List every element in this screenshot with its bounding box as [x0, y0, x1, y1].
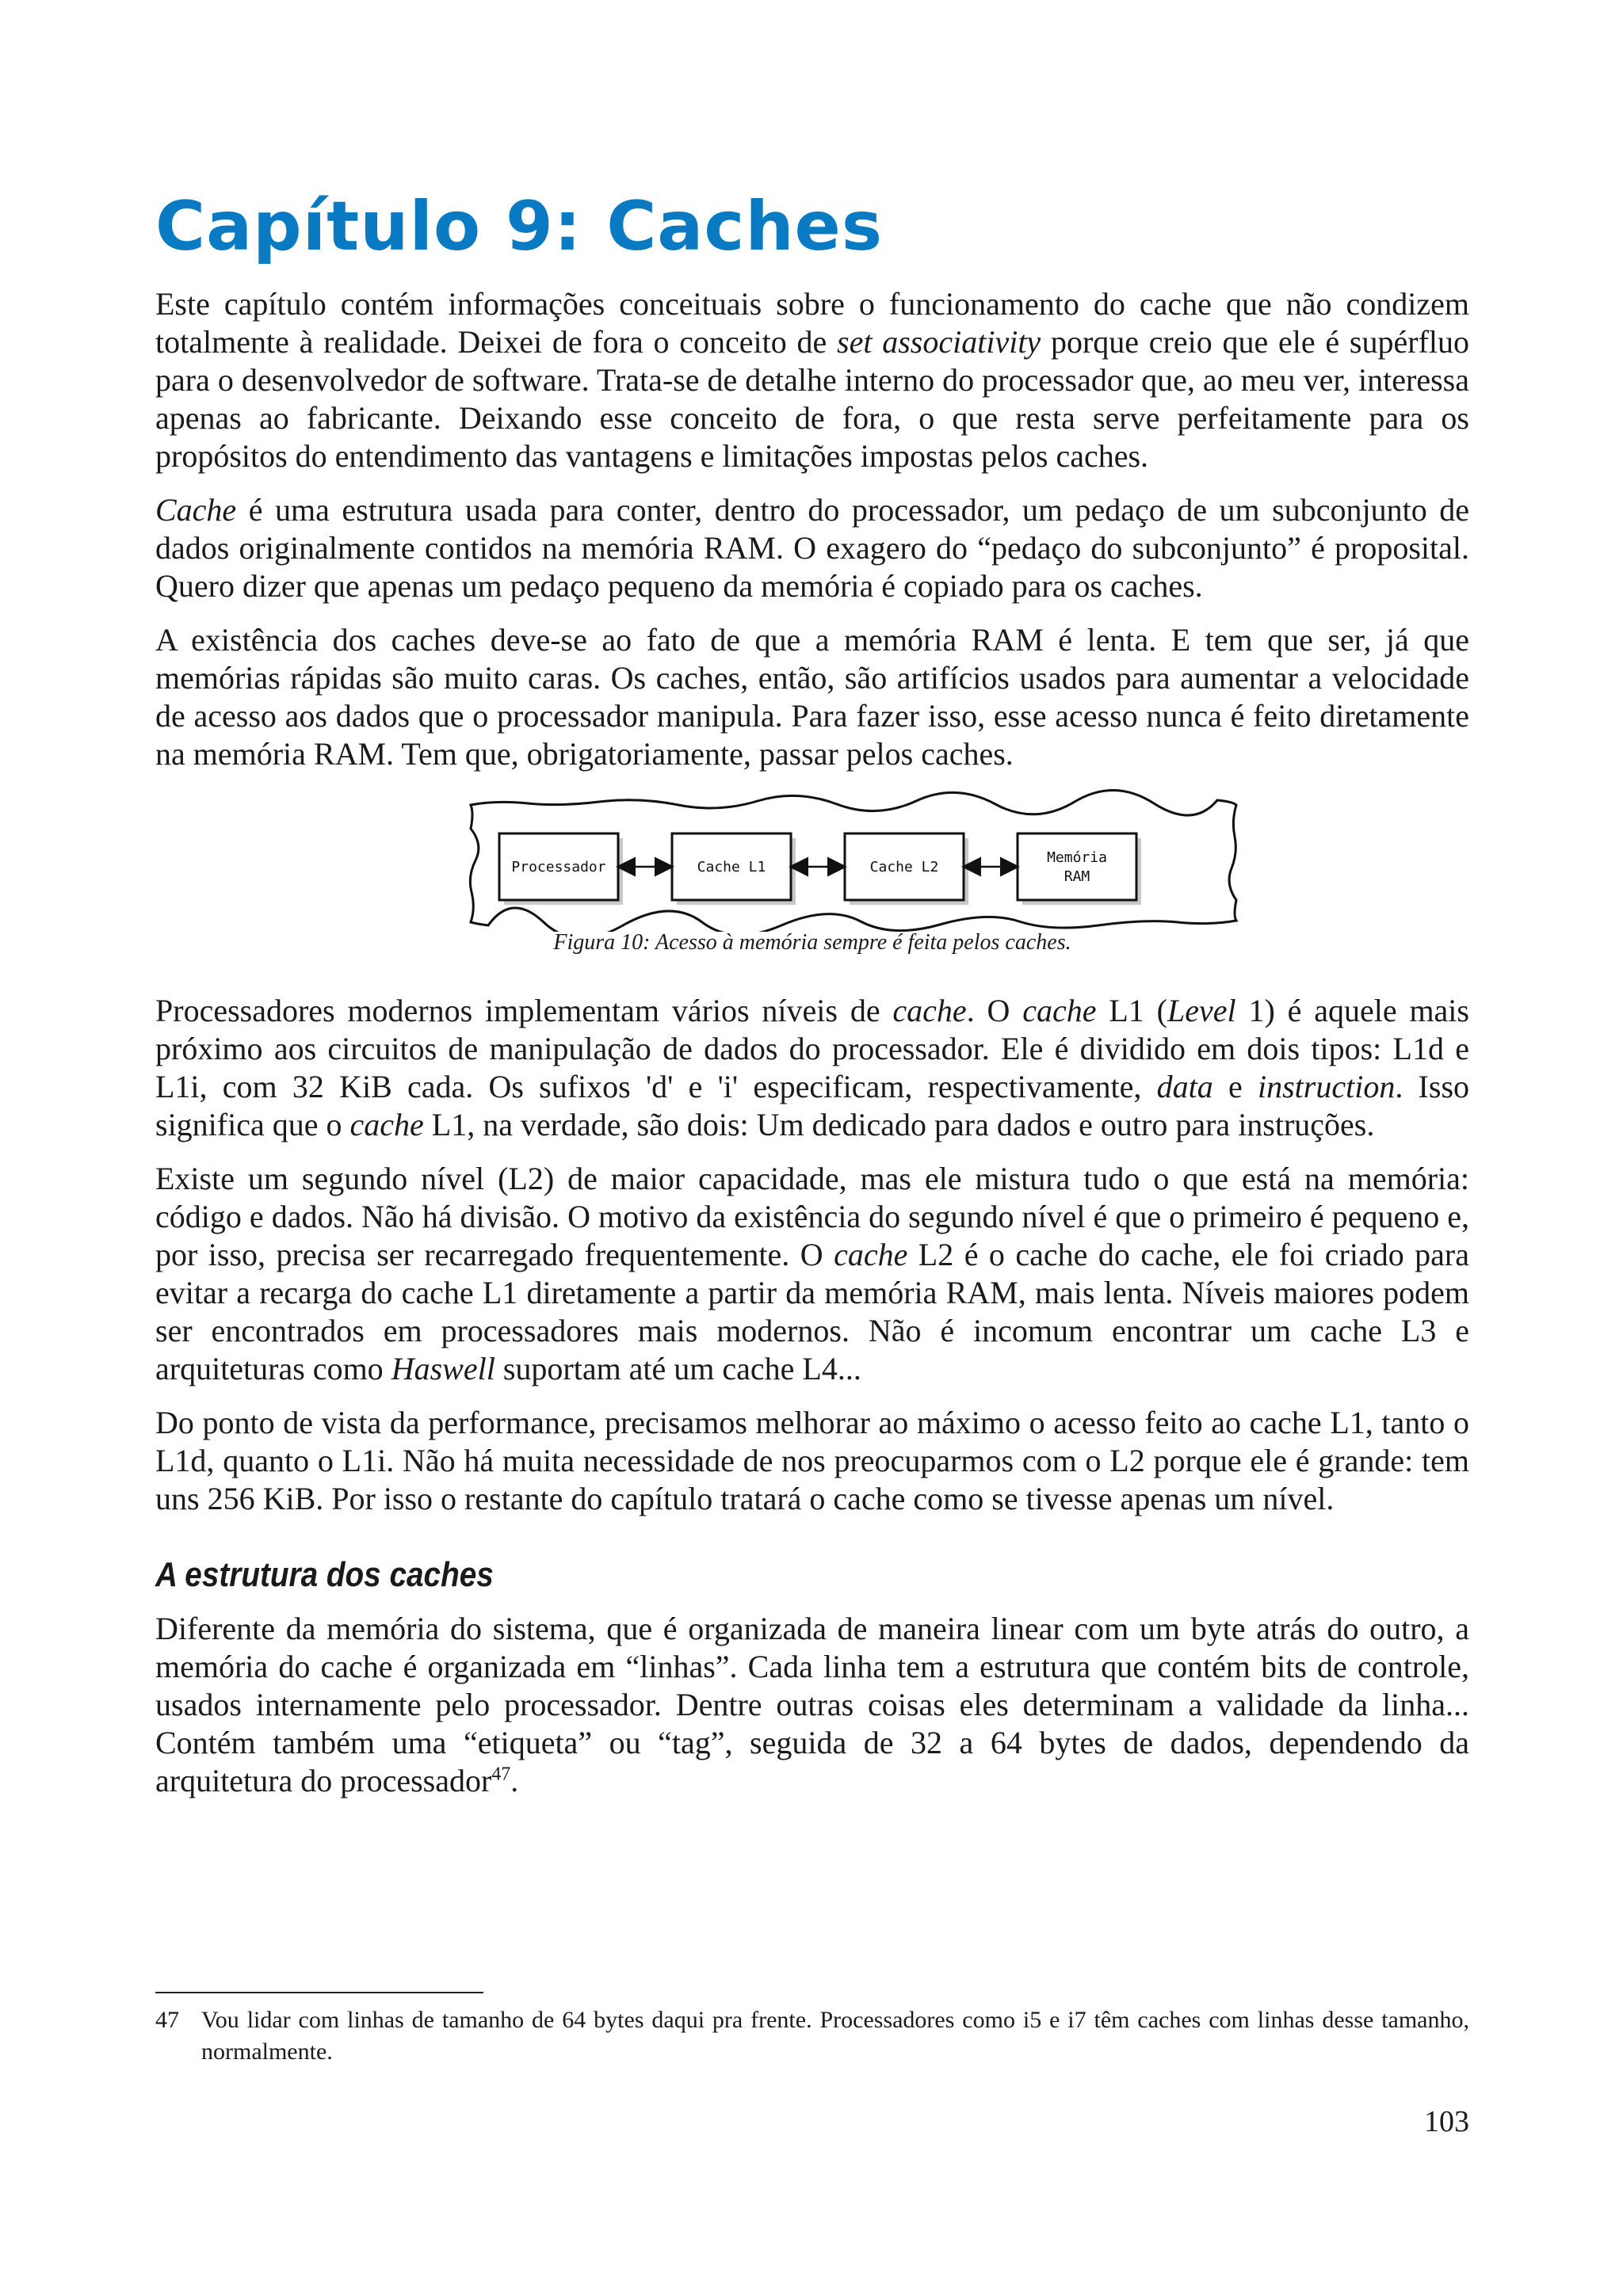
paragraph-cache-structure — [155, 1610, 1469, 1800]
text-run: Processadores modernos implementam vários níveis de — [155, 993, 893, 1028]
text-run-italic: cache — [892, 993, 967, 1028]
paragraph-performance: Do ponto de vista da performance, precisamos melhorar ao máximo o acesso feito ao cache L1, tanto o L1d, quanto o L1i. Não há muita necessidade de nos preocuparmos com o L2 porque ele é grande: tem uns 256 KiB. Por isso o restante do capítulo tratará o cache como se tivesse apenas um nível. — [155, 1405, 1469, 1516]
section-title: A estrutura dos caches — [155, 1555, 494, 1594]
paragraph-cache-existence: A existência dos caches deve-se ao fato de que a memória RAM é lenta. E tem que ser, já que memórias rápidas são muito caras. Os caches, então, são artifícios usados para aumentar a velocidade de acesso aos dados que o processador manipula. Para fazer isso, esse acesso nunca é feito diretamente na memória RAM. Tem que, obrigatoriamente, passar pelos caches. — [155, 622, 1469, 772]
chapter-title: Capítulo 9: Caches — [155, 187, 884, 266]
text-run: porque creio que ele é supérfluo para o desenvolvedor de software. Trata-se de detalhe interno do processador que, ao meu ver, interessa apenas ao fabricante. Deixando esse conceito de fora, o que resta serve perfeitamente para os propósitos do entendimento das vantagens e limitações impostas pelos caches. — [155, 324, 1470, 474]
text-run-italic: Level — [1167, 993, 1236, 1028]
footnote-number: 47 — [155, 2007, 179, 2033]
text-run: é uma estrutura usada para conter, dentro do processador, um pedaço de um subconjunto de dados originalmente contidos na memória RAM. O exagero do “pedaço do subconjunto” é proposital. Quero dizer que apenas um pedaço pequeno da memória é copiado para os caches. — [155, 492, 1469, 604]
text-run-italic: instruction — [1257, 1069, 1396, 1104]
figure-cache-diagram — [155, 789, 1469, 979]
figure-caption: Figura 10: Acesso à memória sempre é feita pelos caches. — [553, 930, 1071, 955]
diagram-box-processador — [499, 833, 623, 905]
footnote-reference[interactable]: 47 — [491, 1764, 511, 1785]
page-number: 103 — [1424, 2105, 1469, 2138]
paragraph-cache-levels — [155, 992, 1469, 1144]
text-run-italic: set associativity — [837, 324, 1041, 360]
paragraph-second-level — [155, 1160, 1469, 1388]
text-run: L2 é o cache do cache, ele foi criado para evitar a recarga do cache L1 diretamente a partir da memória RAM, mais lenta. Níveis maiores podem ser encontrados em processadores mais modernos. Não é incomum encontrar um cache L3 e arquiteturas como — [155, 1237, 1470, 1386]
footnote-text: Vou lidar com linhas de tamanho de 64 bytes daqui pra frente. Processadores como i5 e i7 têm caches com linhas desse tamanho, normalmente. — [201, 2007, 1469, 2065]
diagram-box-cache-l1 — [672, 833, 796, 905]
text-run: . O — [966, 993, 1023, 1028]
text-run: e — [1212, 1069, 1258, 1104]
text-run: . — [510, 1763, 519, 1798]
box-label-cache-l2: Cache L2 — [869, 859, 939, 875]
text-run-italic: Haswell — [391, 1351, 495, 1386]
cache-diagram — [155, 789, 1469, 932]
text-run: L1 ( — [1096, 993, 1167, 1028]
box-label-ram: RAM — [1064, 868, 1090, 885]
paragraph-intro — [155, 285, 1469, 475]
text-run: suportam até um cache L4... — [495, 1351, 861, 1386]
text-run-italic: data — [1156, 1069, 1213, 1104]
text-run: . Isso significa que o — [155, 1069, 1470, 1142]
text-run: 1) é aquele mais próximo aos circuitos de manipulação de dados do processador. Ele é dividido em dois tipos: L1d e L1i, com 32 KiB cada. Os sufixos 'd' e 'i' especificam, respectivamente, — [155, 993, 1469, 1104]
diagram-box-cache-l2 — [845, 833, 968, 905]
text-run: Este capítulo contém informações conceituais sobre o funcionamento do cache que não condizem totalmente à realidade. Deixei de fora o conceito de — [155, 286, 1469, 360]
text-run: L1, na verdade, são dois: Um dedicado para dados e outro para instruções. — [423, 1107, 1375, 1142]
text-run-italic: cache — [349, 1107, 424, 1142]
text-run-italic: cache — [1022, 993, 1097, 1028]
text-run: Existe um segundo nível (L2) de maior capacidade, mas ele mistura tudo o que está na memória: código e dados. Não há divisão. O motivo da existência do segundo nível é que o primeiro é pequeno e, por isso, precisa ser recarregado frequentemente. O — [155, 1161, 1469, 1272]
footnote — [155, 2004, 1469, 2068]
text-run: Diferente da memória do sistema, que é organizada de maneira linear com um byte atrás do outro, a memória do cache é organizada em “linhas”. Cada linha tem a estrutura que contém bits de controle, usados internamente pelo processador. Dentre outras coisas eles determinam a validade da linha... Contém também uma “etiqueta” ou “tag”, seguida de 32 a 64 bytes de dados, dependendo da arquitetura do processador — [155, 1611, 1469, 1798]
text-run-italic: cache — [834, 1237, 908, 1272]
paragraph-cache-definition — [155, 491, 1469, 605]
page-content — [155, 182, 1469, 1816]
box-label-cache-l1: Cache L1 — [697, 859, 766, 875]
footnote-divider — [155, 1992, 483, 1993]
box-label-memoria: Memória — [1047, 849, 1107, 866]
box-label-processador: Processador — [511, 859, 606, 875]
diagram-box-memoria-ram — [1018, 833, 1141, 905]
text-run-italic: Cache — [155, 492, 237, 528]
